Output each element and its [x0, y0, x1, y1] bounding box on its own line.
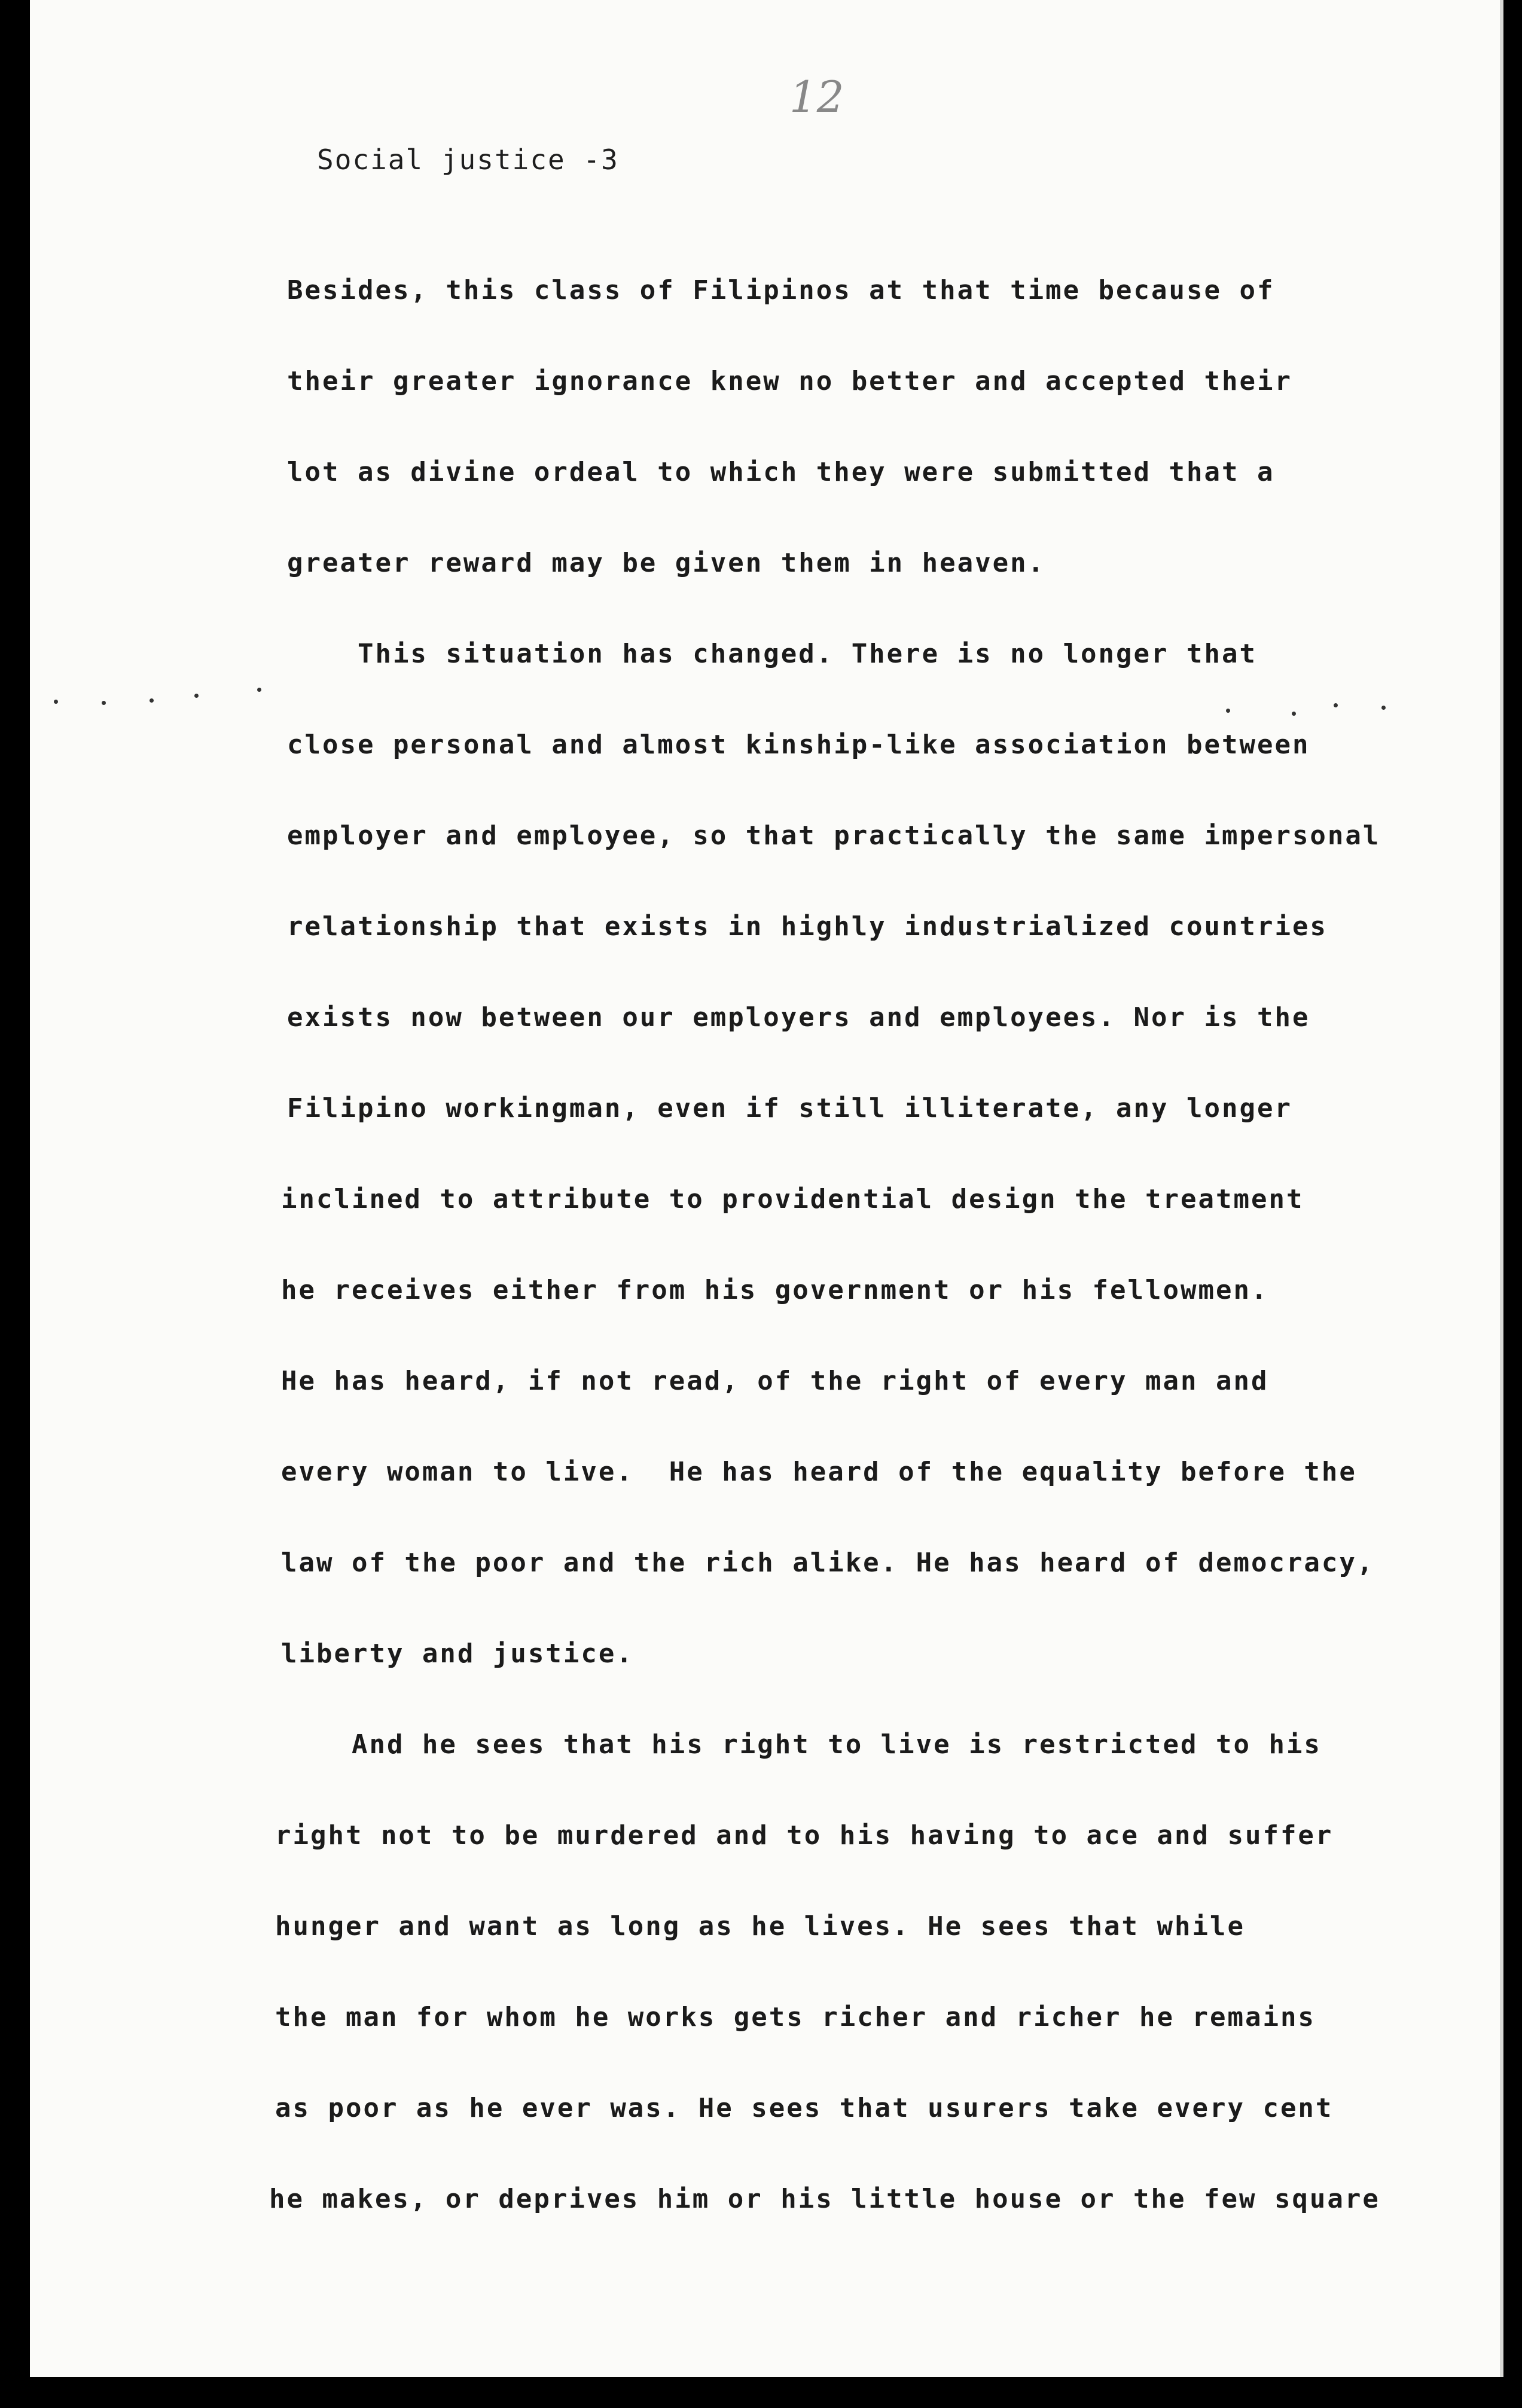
text-line: he receives either from his government or his fellowmen. [281, 1275, 1269, 1305]
document-page [30, 0, 1503, 2377]
scan-speck [1292, 712, 1296, 716]
text-line: employer and employee, so that practically the same impersonal [287, 820, 1381, 851]
scan-speck [54, 700, 58, 704]
text-line: relationship that exists in highly industrialized countries [287, 911, 1328, 942]
text-line: Besides, this class of Filipinos at that time because of [287, 275, 1275, 306]
text-line: And he sees that his right to live is restricted to his [281, 1729, 1322, 1760]
text-line: inclined to attribute to providential design the treatment [281, 1184, 1304, 1214]
scan-speck [1226, 709, 1230, 713]
text-line: lot as divine ordeal to which they were submitted that a [287, 457, 1275, 487]
text-line: Filipino workingman, even if still illiterate, any longer [287, 1093, 1292, 1124]
scan-speck [257, 688, 261, 692]
page-heading: Social justice -3 [317, 144, 619, 176]
body-text [30, 0, 1500, 2377]
scan-speck [1334, 703, 1338, 707]
page-number: 12 [789, 72, 844, 122]
scan-speck [102, 701, 106, 705]
text-line: He has heard, if not read, of the right of every man and [281, 1366, 1269, 1396]
text-line: he makes, or deprives him or his little house or the few square [269, 2184, 1380, 2214]
text-line: close personal and almost kinship-like association between [287, 730, 1310, 760]
text-line: hunger and want as long as he lives. He sees that while [275, 1911, 1245, 1942]
scan-speck [1381, 706, 1386, 710]
scan-speck [150, 698, 154, 703]
text-line: liberty and justice. [281, 1638, 634, 1669]
text-line: law of the poor and the rich alike. He has heard of democracy, [281, 1548, 1375, 1578]
text-line: every woman to live. He has heard of the equality before the [281, 1457, 1357, 1487]
scan-speck [194, 694, 199, 698]
text-line: the man for whom he works gets richer and richer he remains [275, 2002, 1316, 2032]
text-line: as poor as he ever was. He sees that usurers take every cent [275, 2093, 1334, 2123]
text-line: exists now between our employers and employees. Nor is the [287, 1002, 1310, 1033]
text-line: This situation has changed. There is no longer that [287, 639, 1257, 669]
text-line: greater reward may be given them in heaven. [287, 548, 1046, 578]
text-line: right not to be murdered and to his having to ace and suffer [275, 1820, 1334, 1851]
text-line: their greater ignorance knew no better and accepted their [287, 366, 1292, 396]
